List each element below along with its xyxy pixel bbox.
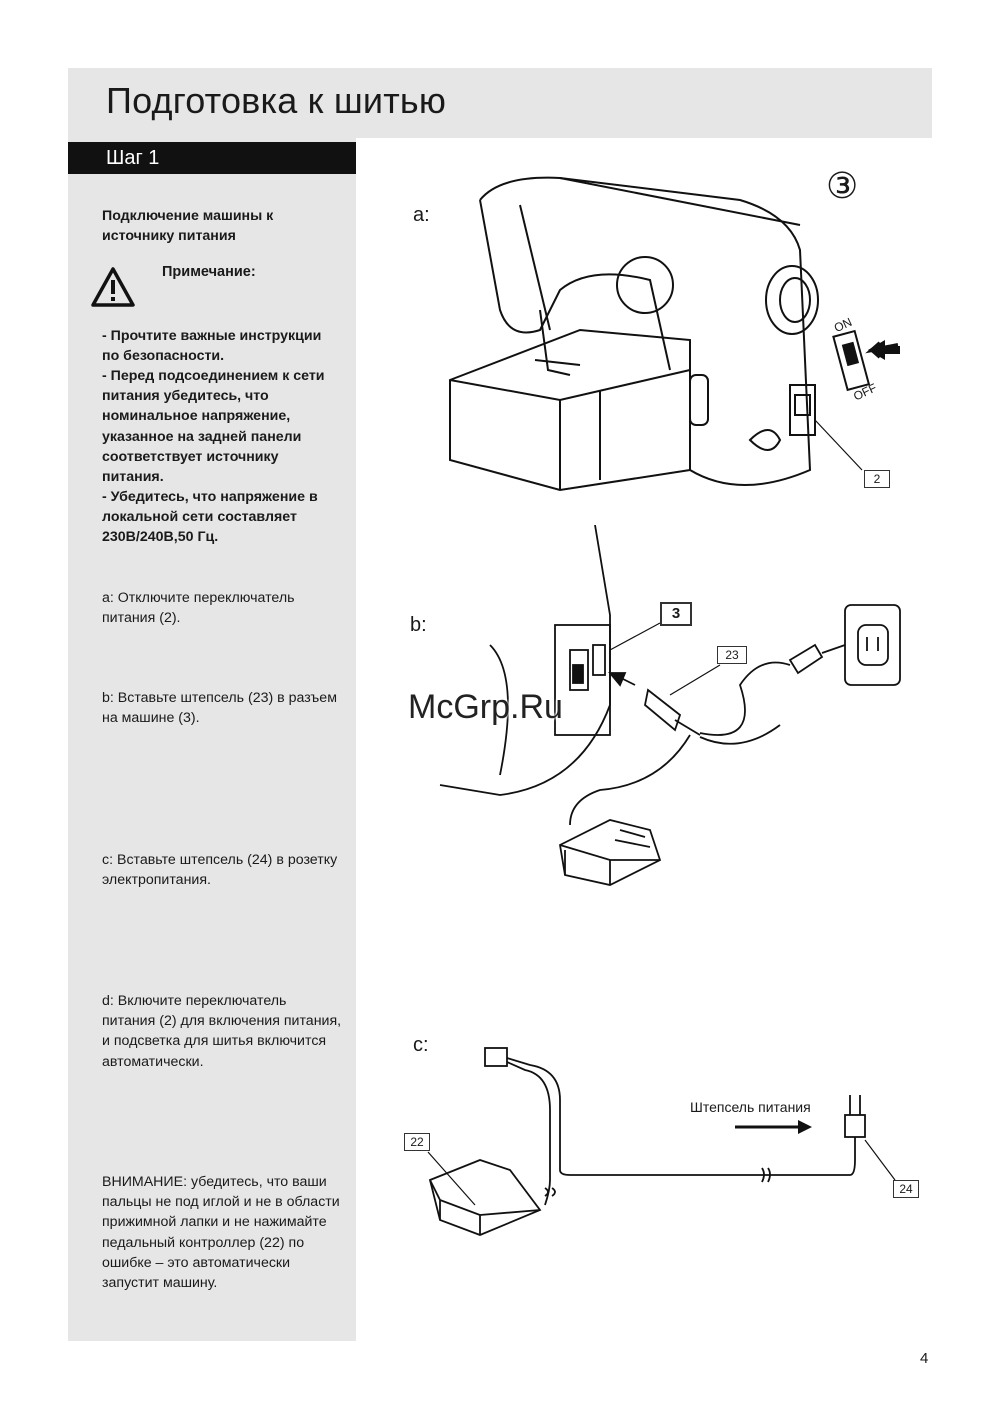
callout-2: 2 <box>864 470 890 488</box>
page-title: Подготовка к шитью <box>106 80 447 121</box>
step-label: Шаг 1 <box>106 147 160 169</box>
note-line-3: - Убедитесь, что напряжение в локальной сети составляет 230В/240В,50 Гц. <box>102 489 318 546</box>
diagram-a-letter: a: <box>413 204 430 226</box>
callout-22: 22 <box>404 1133 430 1151</box>
instruction-a: a: Отключите переключатель питания (2). <box>102 590 295 627</box>
callout-24: 24 <box>893 1180 919 1198</box>
pedal-cord-illustration <box>400 1040 920 1260</box>
step-bar <box>68 142 356 174</box>
instruction-b: b: Вставьте штепсель (23) в разъем на машине (3). <box>102 690 337 727</box>
page-number: 4 <box>920 1350 929 1367</box>
header-band <box>68 68 932 138</box>
note-line-2: - Перед подсоединением к сети питания убедитесь, что номинальное напряжение, указанное на задней панели соответствует источнику питания. <box>102 368 325 486</box>
watermark: McGrp.Ru <box>408 688 563 726</box>
note-label: Примечание: <box>162 264 256 280</box>
plug-label: Штепсель питания <box>690 1099 811 1115</box>
callout-3: 3 <box>660 602 692 626</box>
instruction-c: c: Вставьте штепсель (24) в розетку электропитания. <box>102 852 338 889</box>
sidebar <box>68 138 356 1341</box>
instruction-d: d: Включите переключатель питания (2) для включения питания, и подсветка для шитья включится автоматически. <box>102 993 342 1070</box>
diagram-c-letter: c: <box>413 1034 429 1056</box>
note-line-1: - Прочтите важные инструкции по безопасности. <box>102 328 322 365</box>
warning-text: ВНИМАНИЕ: убедитесь, что ваши пальцы не под иглой и не в области прижимной лапки и не нажимайте педальный контроллер (22) по ошибке – это автоматически запустит машину. <box>102 1174 340 1292</box>
diagram-b-letter: b: <box>410 614 427 636</box>
warning-triangle-icon <box>90 266 136 308</box>
switch-off-label: OFF <box>851 380 879 404</box>
callout-23: 23 <box>717 646 747 664</box>
switch-on-label: ON <box>831 314 855 336</box>
step-circle-number: ③ <box>826 165 859 206</box>
section-title: Подключение машины к источнику питания <box>102 208 274 245</box>
